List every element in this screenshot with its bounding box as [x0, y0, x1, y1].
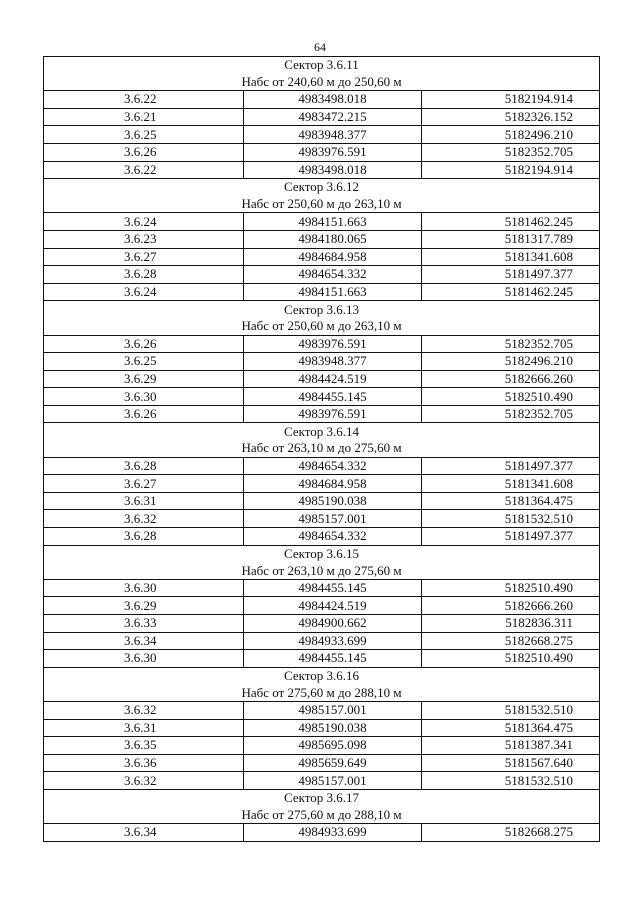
table-row	[44, 283, 600, 301]
table-row	[44, 475, 600, 493]
sector-title: Сектор 3.6.17	[44, 789, 600, 806]
y-coordinate-cell: 5181317.789	[422, 230, 600, 248]
point-id-cell: 3.6.31	[44, 492, 244, 510]
point-id-cell: 3.6.26	[44, 405, 244, 423]
sector-height-range: Набс от 250,60 м до 263,10 м	[44, 196, 600, 213]
x-coordinate-cell: 4984455.145	[244, 388, 422, 406]
y-coordinate-cell: 5181532.510	[422, 701, 600, 719]
y-coordinate-cell: 5182496.210	[422, 126, 600, 144]
table-row	[44, 457, 600, 475]
table-row	[44, 737, 600, 755]
table-row	[44, 91, 600, 109]
y-coordinate-cell: 5182668.275	[422, 632, 600, 650]
point-id-cell: 3.6.21	[44, 108, 244, 126]
table-row	[44, 353, 600, 371]
y-coordinate-cell: 5182668.275	[422, 824, 600, 842]
y-coordinate-cell: 5181532.510	[422, 510, 600, 528]
sector-height-range: Набс от 275,60 м до 288,10 м	[44, 807, 600, 824]
sector-range-row	[44, 440, 600, 457]
point-id-cell: 3.6.23	[44, 230, 244, 248]
sector-range-row	[44, 196, 600, 213]
table-row	[44, 143, 600, 161]
y-coordinate-cell: 5181462.245	[422, 213, 600, 231]
point-id-cell: 3.6.28	[44, 528, 244, 546]
sector-height-range: Набс от 263,10 м до 275,60 м	[44, 440, 600, 457]
y-coordinate-cell: 5181532.510	[422, 772, 600, 790]
y-coordinate-cell: 5182352.705	[422, 405, 600, 423]
x-coordinate-cell: 4984654.332	[244, 266, 422, 284]
table-row	[44, 266, 600, 284]
x-coordinate-cell: 4984455.145	[244, 579, 422, 597]
point-id-cell: 3.6.30	[44, 388, 244, 406]
sector-header-row	[44, 789, 600, 806]
sector-range-row	[44, 74, 600, 91]
point-id-cell: 3.6.31	[44, 719, 244, 737]
sector-header-row	[44, 301, 600, 318]
y-coordinate-cell: 5182510.490	[422, 579, 600, 597]
y-coordinate-cell: 5181387.341	[422, 737, 600, 755]
x-coordinate-cell: 4983498.018	[244, 161, 422, 179]
point-id-cell: 3.6.28	[44, 266, 244, 284]
table-row	[44, 248, 600, 266]
point-id-cell: 3.6.30	[44, 650, 244, 668]
table-row	[44, 597, 600, 615]
point-id-cell: 3.6.30	[44, 579, 244, 597]
point-id-cell: 3.6.33	[44, 615, 244, 633]
x-coordinate-cell: 4985157.001	[244, 772, 422, 790]
table-row	[44, 230, 600, 248]
x-coordinate-cell: 4985695.098	[244, 737, 422, 755]
table-row	[44, 126, 600, 144]
coordinates-table-body	[44, 57, 600, 842]
y-coordinate-cell: 5181497.377	[422, 528, 600, 546]
coordinates-table	[43, 56, 600, 842]
y-coordinate-cell: 5181497.377	[422, 457, 600, 475]
x-coordinate-cell: 4985659.649	[244, 754, 422, 772]
sector-header-row	[44, 57, 600, 74]
y-coordinate-cell: 5181364.475	[422, 719, 600, 737]
x-coordinate-cell: 4985157.001	[244, 701, 422, 719]
point-id-cell: 3.6.26	[44, 335, 244, 353]
point-id-cell: 3.6.25	[44, 126, 244, 144]
y-coordinate-cell: 5182666.260	[422, 597, 600, 615]
y-coordinate-cell: 5182352.705	[422, 335, 600, 353]
point-id-cell: 3.6.32	[44, 701, 244, 719]
sector-height-range: Набс от 250,60 м до 263,10 м	[44, 318, 600, 335]
point-id-cell: 3.6.32	[44, 510, 244, 528]
table-row	[44, 510, 600, 528]
point-id-cell: 3.6.26	[44, 143, 244, 161]
table-row	[44, 701, 600, 719]
y-coordinate-cell: 5182496.210	[422, 353, 600, 371]
x-coordinate-cell: 4985190.038	[244, 492, 422, 510]
y-coordinate-cell: 5182666.260	[422, 370, 600, 388]
table-row	[44, 108, 600, 126]
sector-header-row	[44, 179, 600, 196]
x-coordinate-cell: 4983976.591	[244, 335, 422, 353]
x-coordinate-cell: 4984424.519	[244, 597, 422, 615]
table-row	[44, 161, 600, 179]
x-coordinate-cell: 4984900.662	[244, 615, 422, 633]
sector-header-row	[44, 423, 600, 440]
x-coordinate-cell: 4983976.591	[244, 143, 422, 161]
x-coordinate-cell: 4985190.038	[244, 719, 422, 737]
table-row	[44, 335, 600, 353]
page-number: 64	[314, 40, 326, 54]
y-coordinate-cell: 5181341.608	[422, 248, 600, 266]
table-row	[44, 492, 600, 510]
x-coordinate-cell: 4984933.699	[244, 824, 422, 842]
y-coordinate-cell: 5181462.245	[422, 283, 600, 301]
sector-range-row	[44, 562, 600, 579]
y-coordinate-cell: 5182836.311	[422, 615, 600, 633]
point-id-cell: 3.6.35	[44, 737, 244, 755]
point-id-cell: 3.6.32	[44, 772, 244, 790]
sector-height-range: Набс от 263,10 м до 275,60 м	[44, 562, 600, 579]
x-coordinate-cell: 4983498.018	[244, 91, 422, 109]
point-id-cell: 3.6.27	[44, 248, 244, 266]
table-row	[44, 824, 600, 842]
table-row	[44, 650, 600, 668]
table-row	[44, 772, 600, 790]
y-coordinate-cell: 5181567.640	[422, 754, 600, 772]
table-row	[44, 754, 600, 772]
y-coordinate-cell: 5181341.608	[422, 475, 600, 493]
table-row	[44, 632, 600, 650]
point-id-cell: 3.6.27	[44, 475, 244, 493]
x-coordinate-cell: 4983948.377	[244, 126, 422, 144]
table-row	[44, 719, 600, 737]
x-coordinate-cell: 4985157.001	[244, 510, 422, 528]
point-id-cell: 3.6.29	[44, 370, 244, 388]
x-coordinate-cell: 4984654.332	[244, 457, 422, 475]
table-row	[44, 615, 600, 633]
x-coordinate-cell: 4983948.377	[244, 353, 422, 371]
sector-header-row	[44, 545, 600, 562]
y-coordinate-cell: 5182510.490	[422, 388, 600, 406]
sector-title: Сектор 3.6.16	[44, 667, 600, 684]
sector-height-range: Набс от 240,60 м до 250,60 м	[44, 74, 600, 91]
point-id-cell: 3.6.36	[44, 754, 244, 772]
x-coordinate-cell: 4984684.958	[244, 248, 422, 266]
sector-range-row	[44, 684, 600, 701]
table-row	[44, 579, 600, 597]
table-row	[44, 528, 600, 546]
y-coordinate-cell: 5182352.705	[422, 143, 600, 161]
sector-height-range: Набс от 275,60 м до 288,10 м	[44, 684, 600, 701]
table-row	[44, 405, 600, 423]
y-coordinate-cell: 5182194.914	[422, 91, 600, 109]
point-id-cell: 3.6.24	[44, 283, 244, 301]
sector-title: Сектор 3.6.11	[44, 57, 600, 74]
point-id-cell: 3.6.22	[44, 91, 244, 109]
x-coordinate-cell: 4984424.519	[244, 370, 422, 388]
sector-title: Сектор 3.6.14	[44, 423, 600, 440]
point-id-cell: 3.6.24	[44, 213, 244, 231]
table-row	[44, 213, 600, 231]
y-coordinate-cell: 5181364.475	[422, 492, 600, 510]
x-coordinate-cell: 4984151.663	[244, 213, 422, 231]
x-coordinate-cell: 4984180.065	[244, 230, 422, 248]
point-id-cell: 3.6.34	[44, 824, 244, 842]
point-id-cell: 3.6.25	[44, 353, 244, 371]
table-row	[44, 388, 600, 406]
y-coordinate-cell: 5181497.377	[422, 266, 600, 284]
point-id-cell: 3.6.22	[44, 161, 244, 179]
point-id-cell: 3.6.34	[44, 632, 244, 650]
y-coordinate-cell: 5182194.914	[422, 161, 600, 179]
sector-title: Сектор 3.6.12	[44, 179, 600, 196]
x-coordinate-cell: 4983976.591	[244, 405, 422, 423]
sector-range-row	[44, 318, 600, 335]
sector-range-row	[44, 807, 600, 824]
y-coordinate-cell: 5182510.490	[422, 650, 600, 668]
x-coordinate-cell: 4984684.958	[244, 475, 422, 493]
table-row	[44, 370, 600, 388]
y-coordinate-cell: 5182326.152	[422, 108, 600, 126]
x-coordinate-cell: 4984151.663	[244, 283, 422, 301]
point-id-cell: 3.6.28	[44, 457, 244, 475]
sector-header-row	[44, 667, 600, 684]
x-coordinate-cell: 4984455.145	[244, 650, 422, 668]
sector-title: Сектор 3.6.13	[44, 301, 600, 318]
point-id-cell: 3.6.29	[44, 597, 244, 615]
x-coordinate-cell: 4984933.699	[244, 632, 422, 650]
x-coordinate-cell: 4984654.332	[244, 528, 422, 546]
sector-title: Сектор 3.6.15	[44, 545, 600, 562]
x-coordinate-cell: 4983472.215	[244, 108, 422, 126]
